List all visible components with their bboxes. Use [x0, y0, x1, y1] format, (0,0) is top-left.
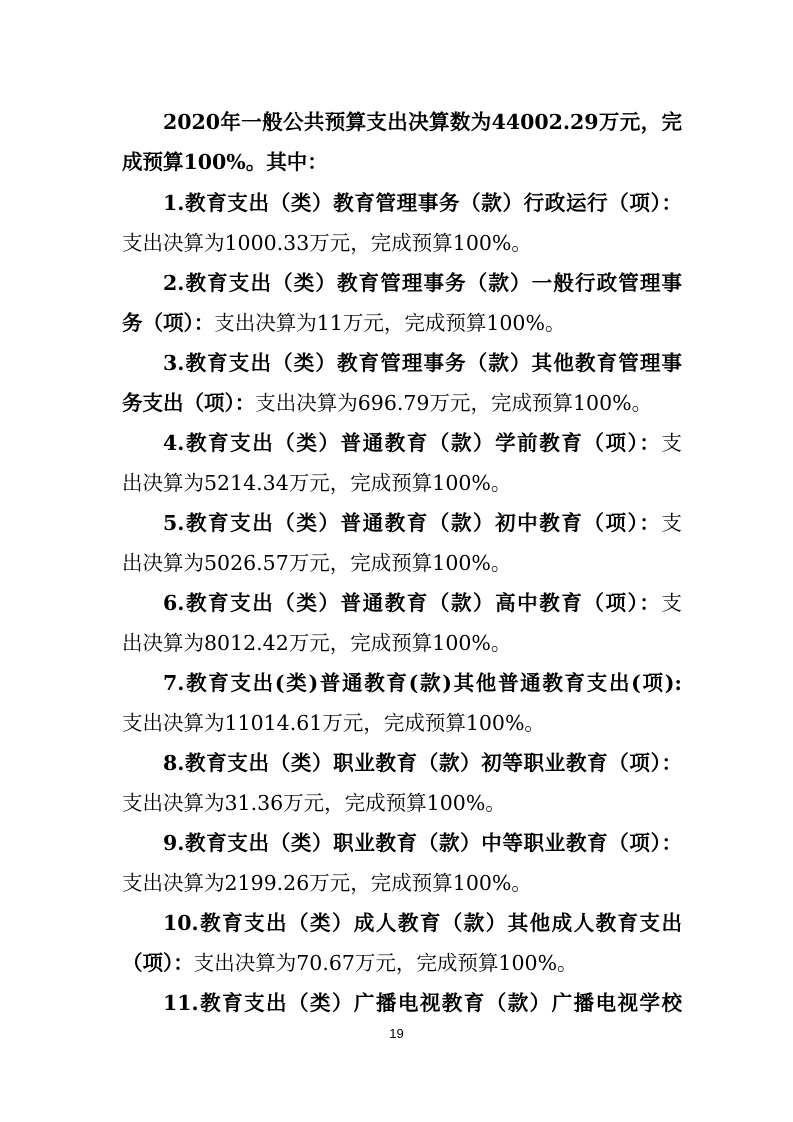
item-8-text: 支出决算为31.36万元，完成预算100%。 — [122, 791, 506, 815]
item-6-heading: 6.教育支出（类）普通教育（款）高中教育（项）： — [163, 591, 662, 615]
item-6-text: 出决算为8012.42万元，完成预算100%。 — [122, 631, 512, 655]
item-2-heading-cont: 务（项）： — [122, 311, 215, 335]
item-5-text-start: 支 — [661, 511, 682, 535]
item-10-text: 支出决算为70.67万元，完成预算100%。 — [193, 951, 578, 975]
item-1-text: 支出决算为1000.33万元，完成预算100%。 — [122, 231, 532, 255]
item-3-heading-cont: 务支出（项）： — [122, 391, 256, 415]
item-4-line-2 — [122, 463, 682, 503]
item-5-line-1 — [163, 503, 682, 543]
item-2-line-2 — [122, 303, 682, 343]
item-1-heading: 1.教育支出（类）教育管理事务（款）行政运行（项）： — [163, 191, 682, 215]
item-8-line-2 — [122, 783, 682, 823]
item-5-line-2 — [122, 543, 682, 583]
item-8-heading: 8.教育支出（类）职业教育（款）初等职业教育（项）： — [163, 751, 682, 775]
item-4-heading: 4.教育支出（类）普通教育（款）学前教育（项）： — [163, 431, 662, 455]
item-9-line-2 — [122, 863, 682, 903]
item-2-line-1: 2.教育支出（类）教育管理事务（款）一般行政管理事 — [163, 271, 682, 295]
item-1-line-2 — [122, 223, 682, 263]
item-3-line-1: 3.教育支出（类）教育管理事务（款）其他教育管理事 — [163, 351, 682, 375]
item-10-heading-cont: （项）： — [122, 951, 194, 975]
item-4-text: 出决算为5214.34万元，完成预算100%。 — [122, 471, 512, 495]
item-5-heading: 5.教育支出（类）普通教育（款）初中教育（项）： — [163, 511, 662, 535]
item-7-text: 支出决算为11014.61万元，完成预算100%。 — [122, 711, 545, 735]
item-8-line-1 — [163, 743, 682, 783]
item-10-line-1: 10.教育支出（类）成人教育（款）其他成人教育支出 — [163, 911, 682, 935]
item-3-text: 支出决算为696.79万元，完成预算100%。 — [255, 391, 653, 415]
item-6-line-2 — [122, 623, 682, 663]
item-4-text-start: 支 — [661, 431, 682, 455]
item-6-text-start: 支 — [661, 591, 682, 615]
item-7-line-2 — [122, 703, 682, 743]
item-10-line-2 — [122, 943, 682, 983]
item-9-text: 支出决算为2199.26万元，完成预算100%。 — [122, 871, 532, 895]
item-5-text: 出决算为5026.57万元，完成预算100%。 — [122, 551, 512, 575]
item-1-line-1 — [163, 183, 682, 223]
item-9-heading: 9.教育支出（类）职业教育（款）中等职业教育（项）： — [163, 831, 682, 855]
item-4-line-1 — [163, 423, 682, 463]
item-11-line-1: 11.教育支出（类）广播电视教育（款）广播电视学校 — [163, 991, 682, 1015]
item-3-line-2 — [122, 383, 682, 423]
item-2-text: 支出决算为11万元，完成预算100%。 — [214, 311, 566, 335]
item-7-line-1 — [163, 663, 682, 703]
intro-line-1: 2020年一般公共预算支出决算数为44002.29万元，完 — [163, 110, 682, 134]
item-9-line-1 — [163, 823, 682, 863]
item-6-line-1 — [163, 583, 682, 623]
page-number: 19 — [389, 1026, 404, 1041]
item-7-heading: 7.教育支出(类)普通教育(款)其他普通教育支出(项): — [163, 671, 682, 695]
intro-line-2: 成预算100%。其中： — [122, 150, 328, 174]
